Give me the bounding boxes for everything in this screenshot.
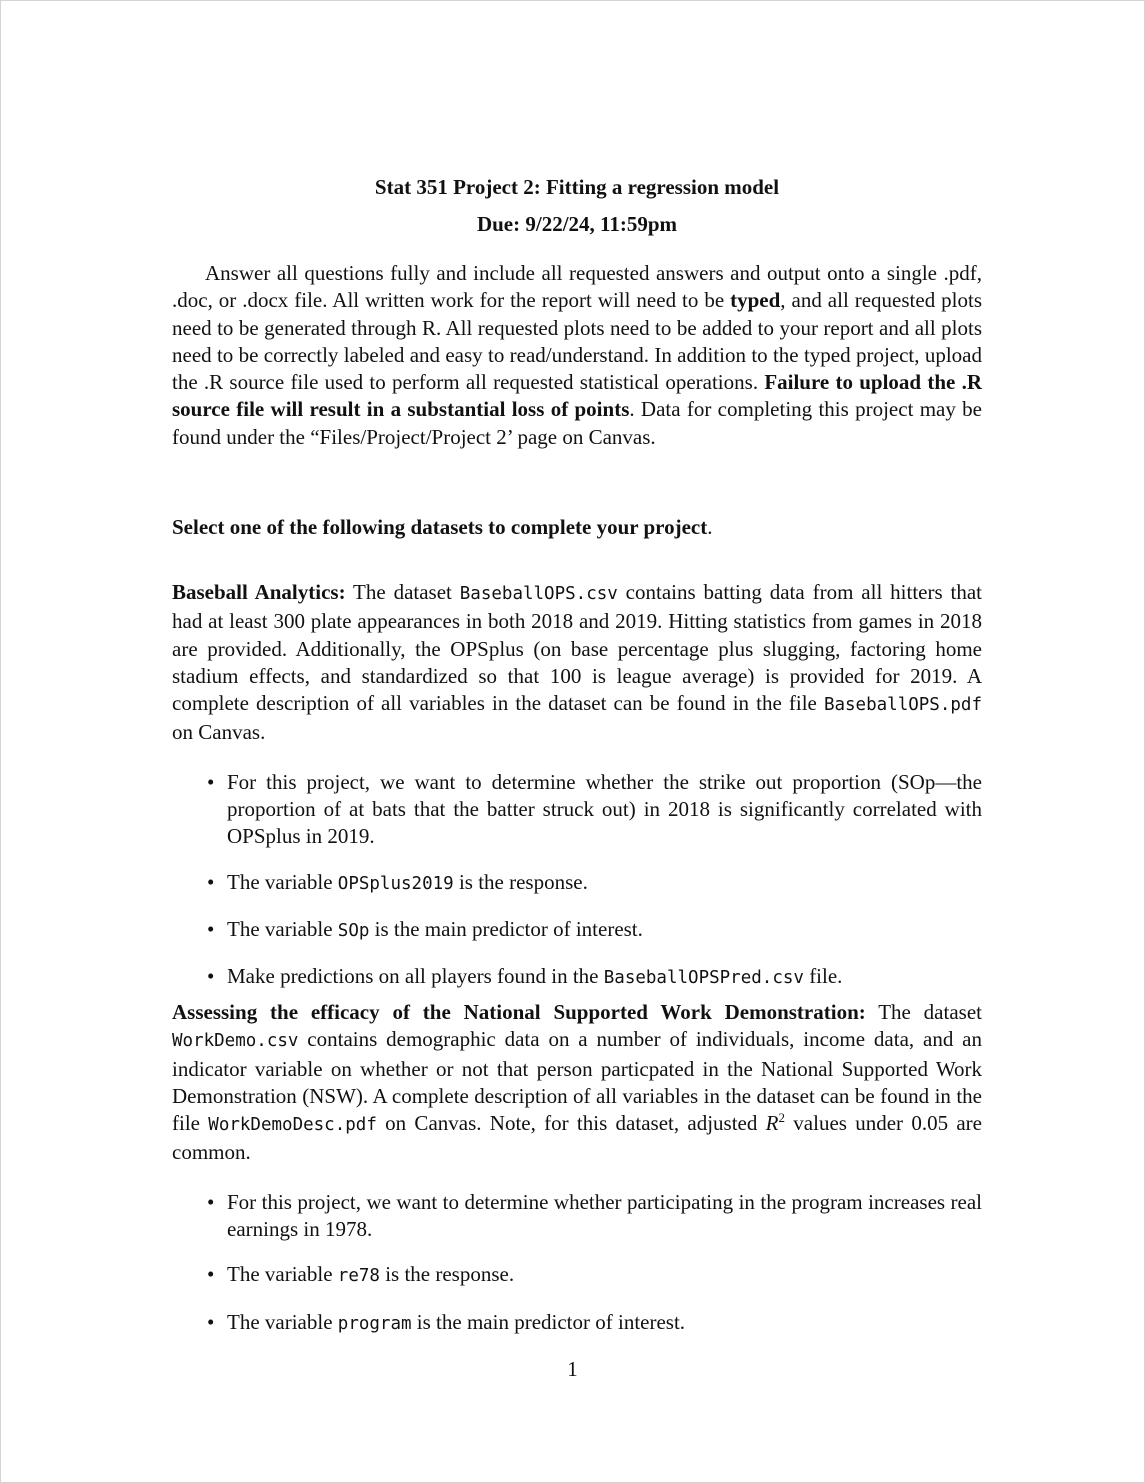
list-item (172, 1189, 982, 1244)
nsw-text-2: contains demographic data on a number of individuals, income data, and an indicator variable on whether or not that person particpated in the National Supported Work Demonstration (NSW). A complete description of all variables in the dataset can be found in the file (172, 1027, 982, 1136)
list-item-text: is the response. (379, 1262, 515, 1287)
list-item-text: is the response. (453, 869, 588, 894)
baseball-section (172, 579, 982, 1011)
due-date: Due: 9/22/24, 11:59pm (476, 212, 678, 236)
baseball-paragraph (172, 579, 982, 747)
response-variable-name: re78 (337, 1266, 380, 1287)
baseball-pdf-filename: BaseballOPS.pdf (823, 695, 982, 716)
baseball-text-2: contains batting data from all hitters that had at least 300 plate appearances in both 2018 and 2019. Hitting statistics from games in 2018 are provided. Additionally, the OPSplus (on base percentage plus slugging, factoring home stadium effects, and standardized so that 100 is league average) is provided for 2019. A complete description of all variables in the dataset can be found in the file (172, 580, 983, 716)
page-title: Stat 351 Project 2: Fitting a regression model (374, 175, 780, 199)
list-item (172, 769, 982, 851)
list-item (172, 869, 982, 898)
list-item-text: For this project, we want to determine whether the strike out proportion (SOp—the proportion of at bats that the batter struck out) in 2018 is significantly correlated with OPSplus in 2019. (227, 769, 982, 849)
baseball-text-3: on Canvas. (172, 720, 266, 745)
nsw-heading: Assessing the efficacy of the National Supported Work Demonstration: (172, 1000, 866, 1024)
list-item-text: The variable (227, 869, 338, 894)
nsw-section (172, 999, 982, 1356)
page-number: 1 (567, 1357, 578, 1381)
intro-text-2: , and all requested plots need to be generated through R. All requested plots need to be added to your report and all plots need to be correctly labeled and easy to read/understand. In addition to the typed project, upload the .R source file used to perform all requested statistical operations. (172, 288, 982, 395)
nsw-csv-filename: WorkDemo.csv (172, 1031, 299, 1052)
select-bold: Select one of the following datasets to complete your project (172, 515, 708, 539)
bullet-icon: • (207, 1189, 215, 1214)
math-superscript: 2 (778, 1110, 785, 1126)
list-item-text: is the main predictor of interest. (411, 1309, 686, 1334)
predictor-variable-name: SOp (337, 920, 370, 941)
nsw-text-4: values under 0.05 are common. (172, 1111, 982, 1165)
nsw-text-1: The dataset (865, 1000, 982, 1024)
nsw-bullet-list (172, 1189, 982, 1338)
bullet-icon: • (207, 1262, 215, 1287)
list-item-text: is the main predictor of interest. (369, 916, 643, 941)
baseball-bullet-list (172, 769, 982, 993)
select-period: . (707, 515, 713, 539)
intro-text-1: Answer all questions fully and include all requested answers and output onto a single .pdf, .doc, or .docx file. All written work for the report will need to be (172, 261, 982, 313)
list-item-text: The variable (227, 916, 338, 941)
intro-bold-typed: typed (730, 288, 781, 313)
list-item (172, 1309, 982, 1338)
intro-text-3: . Data for completing this project may be found under the “Files/Project/Project 2’ page on Canvas. (172, 397, 982, 449)
list-item-text: The variable (227, 1262, 338, 1287)
list-item (172, 916, 982, 945)
list-item (172, 963, 982, 992)
intro-paragraph (172, 260, 982, 451)
select-instruction (172, 514, 982, 541)
nsw-pdf-filename: WorkDemoDesc.pdf (208, 1115, 377, 1136)
response-variable-name: OPSplus2019 (337, 873, 454, 894)
math-r-symbol: R (765, 1111, 779, 1136)
list-item (172, 1261, 982, 1290)
bullet-icon: • (207, 916, 215, 941)
list-item-text: Make predictions on all players found in the (227, 964, 604, 989)
bullet-icon: • (207, 869, 215, 894)
nsw-text-3: on Canvas. Note, for this dataset, adjusted (376, 1111, 766, 1136)
bullet-icon: • (207, 769, 215, 794)
bullet-icon: • (207, 964, 215, 989)
baseball-heading: Baseball Analytics: (172, 580, 346, 604)
nsw-paragraph (172, 999, 982, 1167)
baseball-text-1: The dataset (345, 580, 460, 604)
baseball-csv-filename: BaseballOPS.csv (459, 584, 618, 604)
prediction-filename: BaseballOPSPred.csv (603, 968, 804, 989)
list-item-text: The variable (227, 1309, 338, 1334)
bullet-icon: • (207, 1309, 215, 1334)
list-item-text: For this project, we want to determine whether participating in the program increases real earnings in 1978. (227, 1189, 982, 1242)
predictor-variable-name: program (337, 1313, 412, 1334)
list-item-text: file. (803, 964, 843, 989)
intro-bold-warning: Failure to upload the .R source file will result in a substantial loss of points (172, 370, 982, 422)
